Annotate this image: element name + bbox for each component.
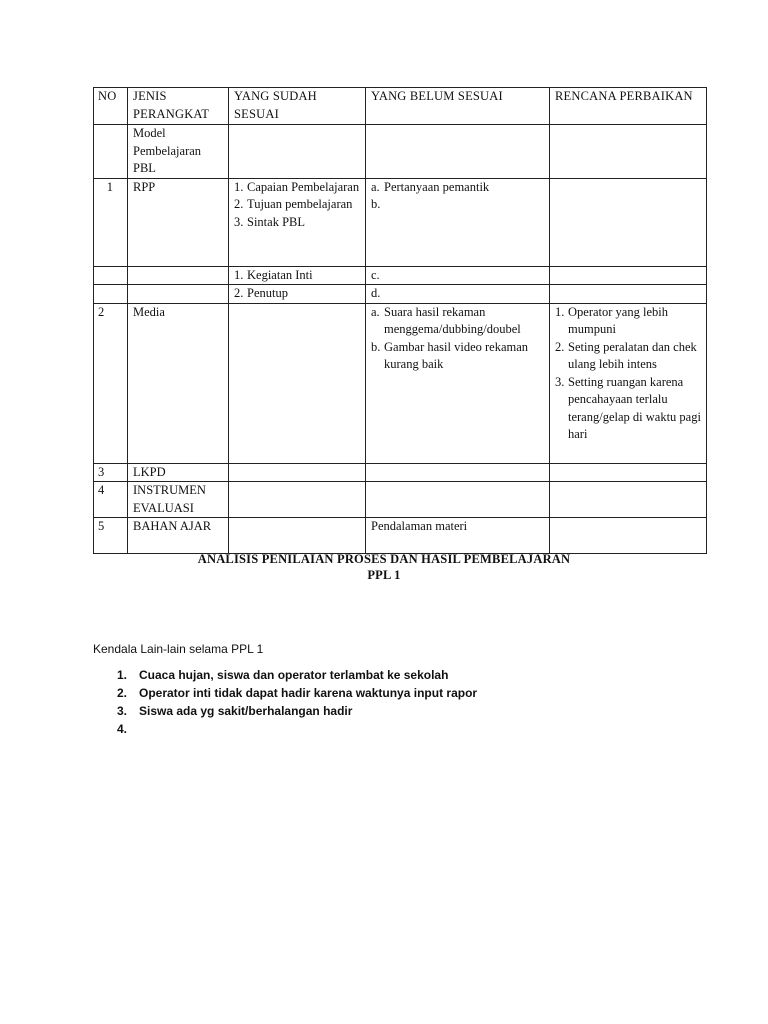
- cell-belum: [366, 303, 550, 463]
- table-row-rpp-penutup: [94, 285, 707, 304]
- cell-belum: [366, 178, 550, 266]
- cell-no: 2: [94, 303, 128, 463]
- kendala-title: Kendala Lain-lain selama PPL 1: [93, 642, 264, 656]
- header-yang-belum-sesuai: YANG BELUM SESUAI: [366, 88, 550, 125]
- cell-no: [94, 285, 128, 304]
- table-row-media: [94, 303, 707, 463]
- table-row-bahan-ajar: [94, 518, 707, 554]
- kendala-list: [93, 666, 713, 738]
- cell-belum: c.: [366, 266, 550, 285]
- document-title-line1: ANALISIS PENILAIAN PROSES DAN HASIL PEMBELAJARAN: [197, 552, 571, 566]
- header-no: NO: [94, 88, 128, 125]
- cell-jenis: BAHAN AJAR: [128, 518, 229, 554]
- cell-jenis: RPP: [128, 178, 229, 266]
- list-item: 4.: [117, 722, 128, 736]
- cell-jenis: [128, 266, 229, 285]
- cell-belum: [366, 482, 550, 518]
- list-item: 3. Sintak PBL: [234, 214, 305, 229]
- rencana-list: [555, 304, 701, 444]
- cell-jenis: [128, 285, 229, 304]
- list-item: 3. Siswa ada yg sakit/berhalangan hadir: [117, 704, 353, 718]
- cell-sudah: [229, 518, 366, 554]
- document-title: [0, 551, 768, 583]
- belum-list: a. Pertanyaan pemantik b.: [371, 179, 544, 197]
- list-item: 2. Seting peralatan dan chek ulang lebih intens: [555, 339, 697, 371]
- cell-belum: [366, 125, 550, 179]
- list-item: 3. Setting ruangan karena pencahayaan terlalu terang/gelap di waktu pagi hari: [555, 374, 701, 441]
- list-item: 1. Cuaca hujan, siswa dan operator terlambat ke sekolah: [117, 668, 449, 682]
- list-item: 1. Capaian Pembelajaran: [234, 179, 360, 194]
- cell-rencana: [550, 285, 707, 304]
- table-row-lkpd: [94, 463, 707, 482]
- cell-rencana: [550, 482, 707, 518]
- cell-no: 3: [94, 463, 128, 482]
- table-row-rpp: [94, 178, 707, 266]
- document-title-line2: PPL 1: [367, 568, 401, 582]
- header-yang-sudah-sesuai: YANG SUDAH SESUAI: [229, 88, 366, 125]
- cell-belum: d.: [366, 285, 550, 304]
- list-item: 2. Penutup: [234, 286, 288, 300]
- cell-rencana: [550, 463, 707, 482]
- cell-no: 4: [94, 482, 128, 518]
- kendala-section: [93, 640, 713, 738]
- cell-belum: Pendalaman materi: [366, 518, 550, 554]
- cell-jenis: LKPD: [128, 463, 229, 482]
- table-header-row: [94, 88, 707, 125]
- cell-no: 1: [94, 178, 128, 266]
- cell-rencana: [550, 303, 707, 463]
- cell-sudah: [229, 285, 366, 304]
- cell-rencana: [550, 125, 707, 179]
- list-item: 2. Operator inti tidak dapat hadir karena waktunya input rapor: [117, 686, 478, 700]
- cell-sudah: [229, 482, 366, 518]
- cell-sudah: [229, 178, 366, 266]
- table-row-rpp-inti: [94, 266, 707, 285]
- cell-no: [94, 266, 128, 285]
- sudah-list: [234, 179, 360, 232]
- cell-sudah: [229, 303, 366, 463]
- cell-jenis: INSTRUMEN EVALUASI: [128, 482, 229, 518]
- list-item: 1. Kegiatan Inti: [234, 267, 313, 282]
- cell-sudah: [229, 125, 366, 179]
- list-item: a. Suara hasil rekaman menggema/dubbing/doubel: [371, 304, 521, 336]
- evaluation-table: [93, 87, 707, 554]
- header-rencana-perbaikan: RENCANA PERBAIKAN: [550, 88, 707, 125]
- cell-jenis: Media: [128, 303, 229, 463]
- cell-belum: [366, 463, 550, 482]
- list-item: a. Pertanyaan pemantik: [371, 179, 490, 194]
- list-item: 2. Tujuan pembelajaran: [234, 197, 353, 211]
- cell-rencana: [550, 518, 707, 554]
- list-item: 1. Operator yang lebih mumpuni: [555, 304, 668, 336]
- cell-rencana: [550, 178, 707, 266]
- table-row-model: [94, 125, 707, 179]
- belum-list: [371, 304, 544, 374]
- cell-sudah: [229, 463, 366, 482]
- cell-sudah: [229, 266, 366, 285]
- list-item: b. Gambar hasil video rekaman kurang baik: [371, 339, 529, 371]
- cell-rencana: [550, 266, 707, 285]
- table-row-instrumen: [94, 482, 707, 518]
- cell-no: [94, 125, 128, 179]
- cell-jenis: Model Pembelajaran PBL: [128, 125, 229, 179]
- cell-no: 5: [94, 518, 128, 554]
- header-jenis-perangkat: JENIS PERANGKAT: [128, 88, 229, 125]
